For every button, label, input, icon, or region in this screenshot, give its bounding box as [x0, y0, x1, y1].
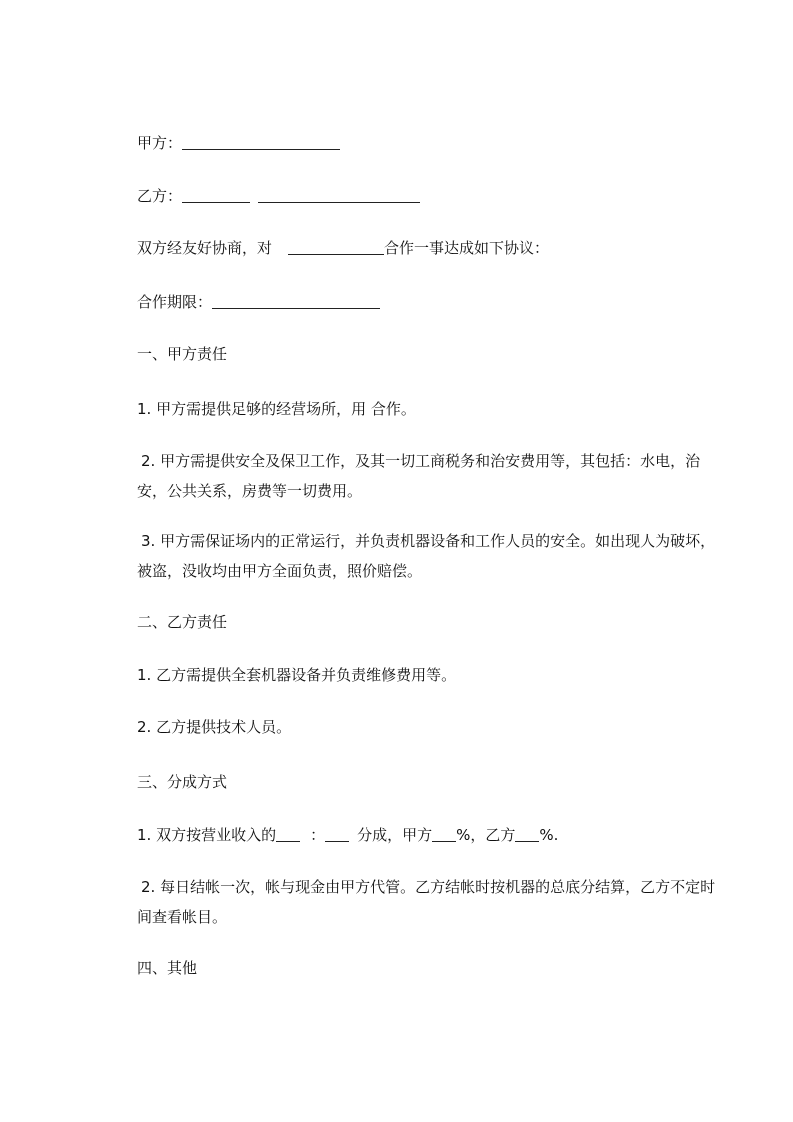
party-b-blank-2	[258, 186, 420, 203]
section-1-item-3-text: 3. 甲方需保证场内的正常运行，并负责机器设备和工作人员的安全。如出现人为破坏，被盗，没收均由甲方全面负责，照价赔偿。	[137, 532, 716, 580]
term-line	[137, 292, 380, 312]
intro-blank	[288, 238, 384, 255]
section-3-item-2	[137, 872, 717, 932]
section-3-heading: 三、分成方式	[137, 773, 228, 791]
intro-before: 双方经友好协商，对	[137, 239, 273, 257]
party-a-blank	[182, 133, 340, 150]
section-3-item-2-text: 2. 每日结帐一次，帐与现金由甲方代管。乙方结帐时按机器的总底分结算，乙方不定时间查看帐目。	[137, 878, 716, 926]
term-blank	[212, 292, 380, 309]
split-blank-4	[515, 825, 539, 842]
section-1-item-2-text: 2. 甲方需提供安全及保卫工作，及其一切工商税务和治安费用等，其包括：水电，治安，公共关系，房费等一切费用。	[137, 452, 701, 500]
split-blank-2	[325, 825, 349, 842]
section-2-item-1: 1. 乙方需提供全套机器设备并负责维修费用等。	[137, 666, 457, 684]
intro-after: 合作一事达成如下协议：	[384, 239, 550, 257]
split-blank-3	[432, 825, 456, 842]
party-a-label: 甲方：	[137, 134, 183, 152]
split-text-b: 分成，甲方	[357, 826, 433, 844]
party-b-blank-1	[182, 186, 250, 203]
section-1-item-2	[137, 446, 717, 506]
section-1-heading: 一、甲方责任	[137, 345, 228, 363]
section-1-item-3	[137, 526, 717, 586]
split-text-d: %.	[539, 826, 559, 844]
party-b-label: 乙方：	[137, 187, 183, 205]
split-text-c: %，乙方	[456, 826, 516, 844]
section-1-item-1: 1. 甲方需提供足够的经营场所，用 合作。	[137, 400, 416, 418]
section-2-heading: 二、乙方责任	[137, 613, 228, 631]
party-a-line	[137, 133, 340, 153]
party-b-line	[137, 186, 420, 206]
split-colon: ：	[310, 826, 326, 844]
split-blank-1	[276, 825, 300, 842]
split-text-a: 1. 双方按营业收入的	[137, 826, 277, 844]
term-label: 合作期限：	[137, 293, 213, 311]
section-2-item-2: 2. 乙方提供技术人员。	[137, 718, 292, 736]
section-4-heading: 四、其他	[137, 959, 198, 977]
intro-line	[137, 238, 549, 258]
section-3-item-1	[137, 825, 558, 845]
